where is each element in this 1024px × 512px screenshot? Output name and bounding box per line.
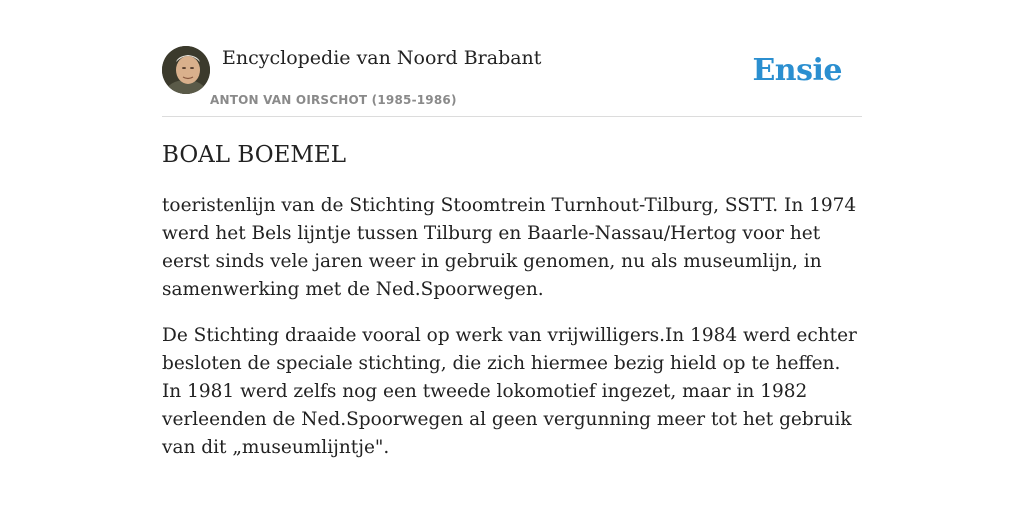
- author-portrait-icon: [162, 46, 210, 94]
- entry-title: BOAL BOEMEL: [162, 142, 346, 168]
- ensie-logo[interactable]: Ensie: [752, 53, 842, 88]
- author-name[interactable]: ANTON VAN OIRSCHOT (1985-1986): [210, 93, 457, 107]
- header: [162, 46, 862, 117]
- entry-body: [162, 192, 862, 480]
- paragraph: toeristenlijn van de Stichting Stoomtrein Turnhout-Tilburg, SSTT. In 1974 werd het Bels lijntje tussen Tilburg en Baarle-Nassau/Hertog voor het eerst sinds vele jaren weer in gebruik genomen, nu als museumlijn, in samenwerking met de Ned.Spoorwegen.: [162, 195, 857, 300]
- author-avatar: [162, 46, 210, 94]
- paragraph: De Stichting draaide vooral op werk van vrijwilligers.In 1984 werd echter besloten de speciale stichting, die zich hiermee bezig hield op te heffen. In 1981 werd zelfs nog een tweede lokomotief ingezet, maar in 1982 verleenden de Ned.Spoorwegen al geen vergunning meer tot het gebruik van dit „museumlijntje".: [162, 325, 857, 458]
- source-title[interactable]: Encyclopedie van Noord Brabant: [222, 47, 542, 69]
